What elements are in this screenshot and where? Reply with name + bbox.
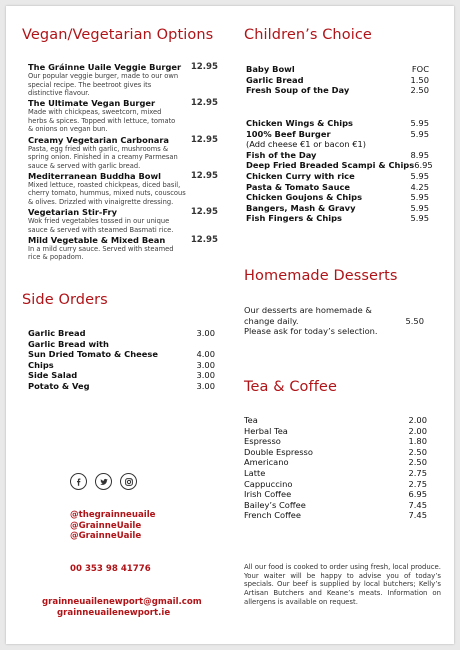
menu-item-description: Made with chickpeas, sweetcorn, mixed — [28, 108, 162, 117]
kids-item-name: Chicken Curry with rice — [246, 170, 355, 181]
kids-item-price: 5.95 — [410, 202, 429, 213]
kids-item-name: Chicken Goujons & Chips — [246, 192, 363, 203]
list-item — [246, 192, 429, 203]
drink-price: 2.50 — [408, 457, 427, 468]
desserts-line: Our desserts are homemade & — [244, 305, 372, 315]
menu-item-description: herbs & spices. Topped with lettuce, tomato — [28, 116, 176, 125]
menu-item-description: special recipe. The beetroot gives its — [28, 80, 152, 89]
menu-item-description: cherry tomato, hummus, mixed nuts, couscous — [28, 189, 186, 198]
drink-price: 7.45 — [408, 499, 427, 510]
desserts-line: Please ask for today’s selection. — [244, 326, 378, 336]
menu-item-name: Creamy Vegetarian Carbonara — [28, 134, 170, 145]
tea-coffee-list — [244, 415, 427, 521]
side-orders-list — [28, 328, 215, 392]
menu-item-price: 12.95 — [190, 170, 218, 181]
social-handle[interactable]: @GrainneUaile — [70, 531, 142, 542]
menu-item-header — [28, 235, 218, 245]
list-item — [244, 510, 427, 521]
menu-item — [28, 98, 218, 134]
menu-item-name: The Ultimate Vegan Burger — [28, 98, 156, 109]
list-item — [246, 139, 429, 150]
kids-item-name: 100% Beef Burger — [246, 128, 331, 139]
drink-name: Americano — [244, 457, 289, 468]
drink-name: Latte — [244, 467, 266, 478]
drink-price: 7.45 — [408, 510, 427, 521]
menu-item-name: Mediterranean Buddha Bowl — [28, 170, 162, 181]
vegan-items-list — [28, 62, 218, 263]
list-item — [246, 150, 429, 161]
side-price: 3.00 — [196, 359, 215, 370]
menu-item-description: sauce & served with garlic bread. — [28, 161, 141, 170]
drink-price: 6.95 — [408, 489, 427, 500]
side-name: Side Salad — [28, 370, 78, 381]
list-item — [244, 500, 427, 511]
instagram-icon[interactable] — [120, 473, 137, 490]
list-item — [244, 457, 427, 468]
desserts-line-with-price — [244, 316, 424, 327]
social-handles — [70, 510, 155, 542]
kids-item-name: Baby Bowl — [246, 64, 295, 74]
drink-price: 2.75 — [408, 467, 427, 478]
menu-item-description: Wok fried vegetables tossed in our unique — [28, 217, 170, 226]
twitter-icon[interactable] — [95, 473, 112, 490]
menu-item-price: 12.95 — [190, 234, 218, 245]
list-item — [246, 182, 429, 193]
list-item — [246, 203, 429, 214]
drink-name: Irish Coffee — [244, 489, 292, 500]
menu-item-price: 12.95 — [190, 134, 218, 145]
kids-item-price: 5.95 — [410, 128, 429, 139]
side-name: Garlic Bread — [28, 328, 86, 338]
list-item — [244, 479, 427, 490]
menu-page — [6, 6, 454, 644]
menu-item-price: 12.95 — [190, 207, 218, 218]
side-name: Garlic Bread with — [28, 338, 109, 349]
desserts-title: Homemade Desserts — [244, 268, 398, 284]
list-item — [246, 171, 429, 182]
kids-item-name: Deep Fried Breaded Scampi & Chips — [246, 160, 415, 171]
menu-item — [28, 207, 218, 234]
drink-name: Tea — [244, 415, 258, 425]
list-item — [246, 75, 429, 86]
list-item — [246, 85, 429, 96]
drink-price: 2.50 — [408, 446, 427, 457]
menu-item — [28, 171, 218, 207]
kids-item-price: FOC — [411, 64, 429, 74]
drink-price: 1.80 — [408, 436, 427, 447]
desserts-price: 5.50 — [405, 315, 424, 326]
menu-item-description: In a mild curry sauce. Served with steamed — [28, 244, 174, 253]
kids-item-price: 1.50 — [410, 74, 429, 85]
menu-item-description: Pasta, egg fried with garlic, mushrooms & — [28, 144, 169, 153]
tea-coffee-title: Tea & Coffee — [244, 379, 337, 395]
menu-item-description: & olives. Drizzled with vinaigrette dressing. — [28, 198, 174, 207]
menu-item-header — [28, 135, 218, 145]
list-item — [244, 468, 427, 479]
children-menu-group-2 — [246, 118, 433, 224]
phone-number[interactable]: 00 353 98 41776 — [70, 564, 151, 574]
side-price: 4.00 — [196, 349, 215, 360]
social-icons — [70, 473, 137, 490]
list-item — [244, 426, 427, 437]
drink-name: Double Espresso — [244, 446, 313, 457]
list-item — [28, 339, 215, 350]
social-handle[interactable]: @GrainneUaile — [70, 520, 142, 531]
menu-item-name: Mild Vegetable & Mixed Bean — [28, 234, 166, 245]
side-price: 3.00 — [196, 380, 215, 391]
kids-item-name: (Add cheese €1 or bacon €1) — [246, 139, 367, 150]
side-price: 3.00 — [196, 328, 215, 338]
menu-item — [28, 62, 218, 98]
side-price: 3.00 — [196, 370, 215, 381]
list-item — [244, 436, 427, 447]
kids-item-price: 4.25 — [410, 181, 429, 192]
menu-item-description: distinctive flavour. — [28, 89, 90, 98]
kids-item-name: Garlic Bread — [246, 74, 304, 85]
email-link[interactable]: grainneuailenewport@gmail.com — [42, 597, 202, 607]
list-item — [246, 160, 433, 171]
social-handle[interactable]: @thegrainneuaile — [70, 510, 156, 520]
side-name: Sun Dried Tomato & Cheese — [28, 349, 158, 360]
menu-item-description: & onions on vegan bun. — [28, 125, 108, 134]
vegan-section-title: Vegan/Vegetarian Options — [22, 27, 214, 43]
kids-item-name: Fish Fingers & Chips — [246, 213, 342, 224]
drink-name: French Coffee — [244, 510, 302, 521]
menu-item-header — [28, 62, 218, 72]
kids-item-name: Fish of the Day — [246, 149, 317, 160]
menu-item-price: 12.95 — [190, 62, 218, 72]
list-item — [246, 129, 429, 140]
desserts-line: change daily. — [244, 315, 299, 326]
kids-item-price: 5.95 — [410, 118, 429, 128]
side-name: Chips — [28, 359, 54, 370]
menu-item-header — [28, 207, 218, 217]
list-item — [28, 381, 215, 392]
facebook-icon[interactable] — [70, 473, 87, 490]
menu-item — [28, 235, 218, 262]
list-item — [246, 213, 429, 224]
menu-item-header — [28, 98, 218, 108]
menu-item-description: Mixed lettuce, roasted chickpeas, diced basil, — [28, 180, 181, 189]
menu-item-name: Vegetarian Stir-Fry — [28, 207, 118, 218]
list-item — [28, 349, 215, 360]
kids-item-price: 5.95 — [410, 170, 429, 181]
kids-item-name: Chicken Wings & Chips — [246, 118, 353, 128]
list-item — [28, 370, 215, 381]
kids-item-price: 2.50 — [410, 85, 429, 96]
list-item — [28, 328, 215, 339]
menu-item-price: 12.95 — [190, 98, 218, 109]
kids-item-name: Fresh Soup of the Day — [246, 85, 350, 96]
side-orders-title: Side Orders — [22, 292, 108, 308]
kids-item-price: 5.95 — [410, 192, 429, 203]
kids-item-price: 5.95 — [410, 213, 429, 224]
drink-name: Bailey’s Coffee — [244, 499, 306, 510]
menu-item-description: spring onion. Finished in a creamy Parmesan — [28, 153, 178, 162]
drink-name: Herbal Tea — [244, 425, 288, 436]
menu-item-description: sauce & served with steamed Basmati rice. — [28, 225, 174, 234]
website-link[interactable]: grainneuailenewport.ie — [57, 608, 171, 618]
kids-item-name: Bangers, Mash & Gravy — [246, 202, 356, 213]
menu-item-name: The Gráinne Uaile Veggie Burger — [28, 62, 182, 72]
kids-item-name: Pasta & Tomato Sauce — [246, 181, 351, 192]
list-item — [244, 447, 427, 458]
list-item — [246, 64, 429, 75]
menu-item-header — [28, 171, 218, 181]
drink-name: Espresso — [244, 436, 281, 447]
list-item — [28, 360, 215, 371]
list-item — [244, 489, 427, 500]
side-name: Potato & Veg — [28, 380, 90, 391]
drink-price: 2.00 — [408, 415, 427, 425]
menu-item-description: rice & popadom. — [28, 253, 84, 262]
desserts-info — [244, 305, 424, 337]
footer-note: All our food is cooked to order using fresh, local produce. Your waiter will be happy to advise you of today’s specials. Our beef is supplied by local butchers; Kelly’s Artisan Butchers and Keane’s meats. Information on allergens is available on request. — [244, 563, 441, 606]
menu-item-description: Our popular veggie burger, made to our own — [28, 72, 179, 80]
drink-price: 2.75 — [408, 478, 427, 489]
list-item — [246, 118, 429, 129]
menu-item — [28, 135, 218, 171]
kids-item-price: 6.95 — [414, 160, 433, 171]
childrens-choice-title: Children’s Choice — [244, 27, 372, 43]
list-item — [244, 415, 427, 426]
drink-price: 2.00 — [408, 425, 427, 436]
kids-item-price: 8.95 — [410, 149, 429, 160]
children-menu-group-1 — [246, 64, 429, 96]
drink-name: Cappuccino — [244, 478, 293, 489]
